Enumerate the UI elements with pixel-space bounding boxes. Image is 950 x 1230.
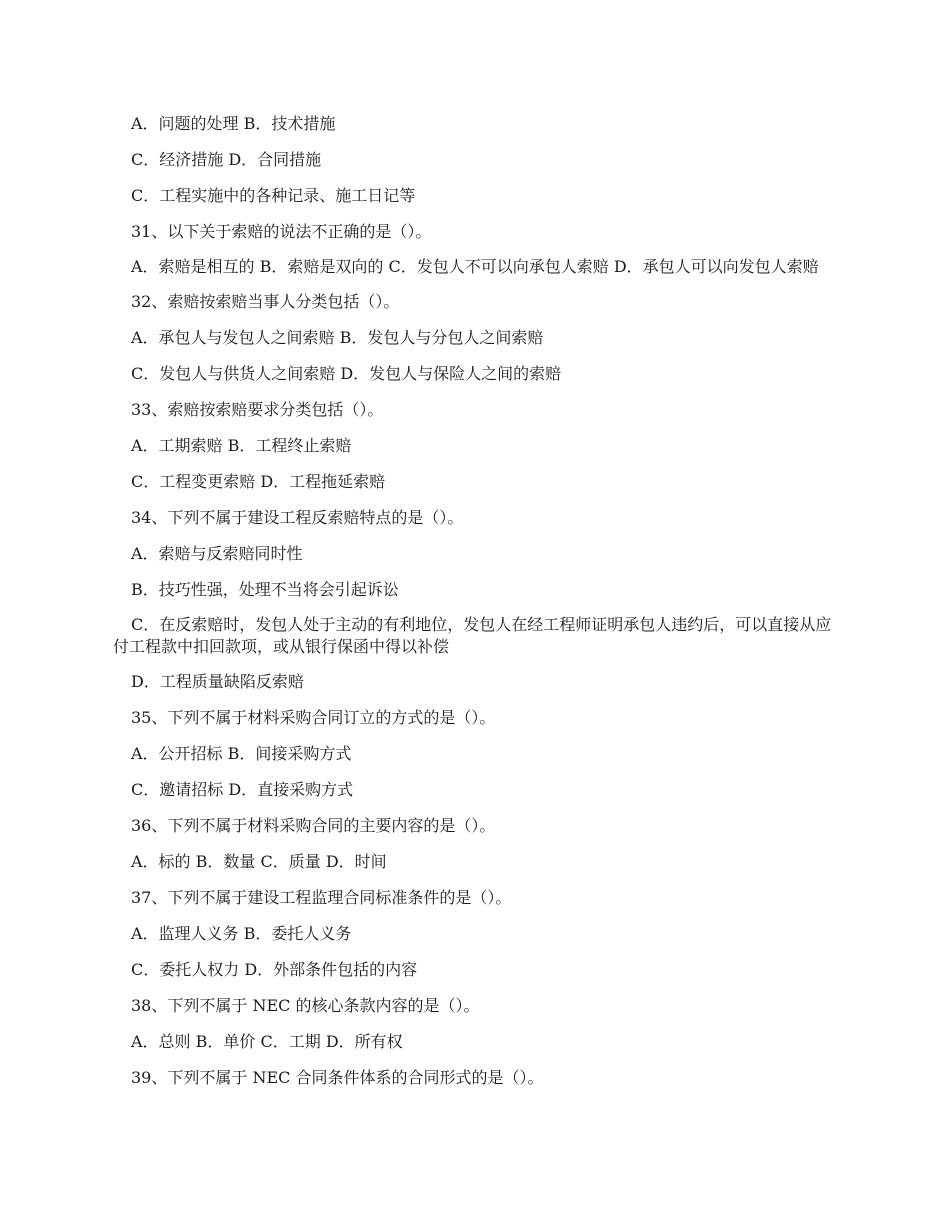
question-line: 32、索赔按索赔当事人分类包括（）。 [131, 292, 400, 311]
option-line: C．在反索赔时，发包人处于主动的有利地位，发包人在经工程师证明承包人违约后，可以直接从应付工程款中扣回款项，或从银行保函中得以补偿 [113, 615, 832, 656]
question-line: 35、下列不属于材料采购合同订立的方式的是（）。 [131, 708, 496, 727]
option-line: A．索赔与反索赔同时性 [131, 544, 303, 563]
option-line: D．工程质量缺陷反索赔 [131, 672, 304, 691]
option-line: B．技巧性强，处理不当将会引起诉讼 [131, 580, 399, 599]
option-line: C．邀请招标 D．直接采购方式 [131, 780, 354, 799]
option-line: A．问题的处理 B．技术措施 [131, 114, 336, 133]
question-line: 31、以下关于索赔的说法不正确的是（）。 [131, 222, 432, 241]
question-line: 34、下列不属于建设工程反索赔特点的是（）。 [131, 508, 464, 527]
option-line: A．监理人义务 B．委托人义务 [131, 924, 352, 943]
option-line: C．工程实施中的各种记录、施工日记等 [131, 186, 416, 205]
option-line: A．索赔是相互的 B．索赔是双向的 C．发包人不可以向承包人索赔 D．承包人可以向发包人索赔 [131, 257, 819, 276]
option-line: C．委托人权力 D．外部条件包括的内容 [131, 960, 418, 979]
option-line: A．总则 B．单价 C．工期 D．所有权 [131, 1032, 403, 1051]
question-line: 36、下列不属于材料采购合同的主要内容的是（）。 [131, 816, 496, 835]
option-line: C．经济措施 D．合同措施 [131, 150, 322, 169]
question-line: 38、下列不属于 NEC 的核心条款内容的是（）。 [131, 996, 480, 1015]
option-line: C．工程变更索赔 D．工程拖延索赔 [131, 472, 386, 491]
question-line: 37、下列不属于建设工程监理合同标准条件的是（）。 [131, 888, 512, 907]
question-line: 33、索赔按索赔要求分类包括（）。 [131, 400, 384, 419]
option-line: A．工期索赔 B．工程终止索赔 [131, 436, 352, 455]
option-line: A．承包人与发包人之间索赔 B．发包人与分包人之间索赔 [131, 328, 544, 347]
option-line: C．发包人与供货人之间索赔 D．发包人与保险人之间的索赔 [131, 364, 562, 383]
option-line: A．公开招标 B．间接采购方式 [131, 744, 352, 763]
question-line: 39、下列不属于 NEC 合同条件体系的合同形式的是（）。 [131, 1068, 544, 1087]
option-line: A．标的 B．数量 C．质量 D．时间 [131, 852, 387, 871]
document-body [113, 112, 835, 1102]
